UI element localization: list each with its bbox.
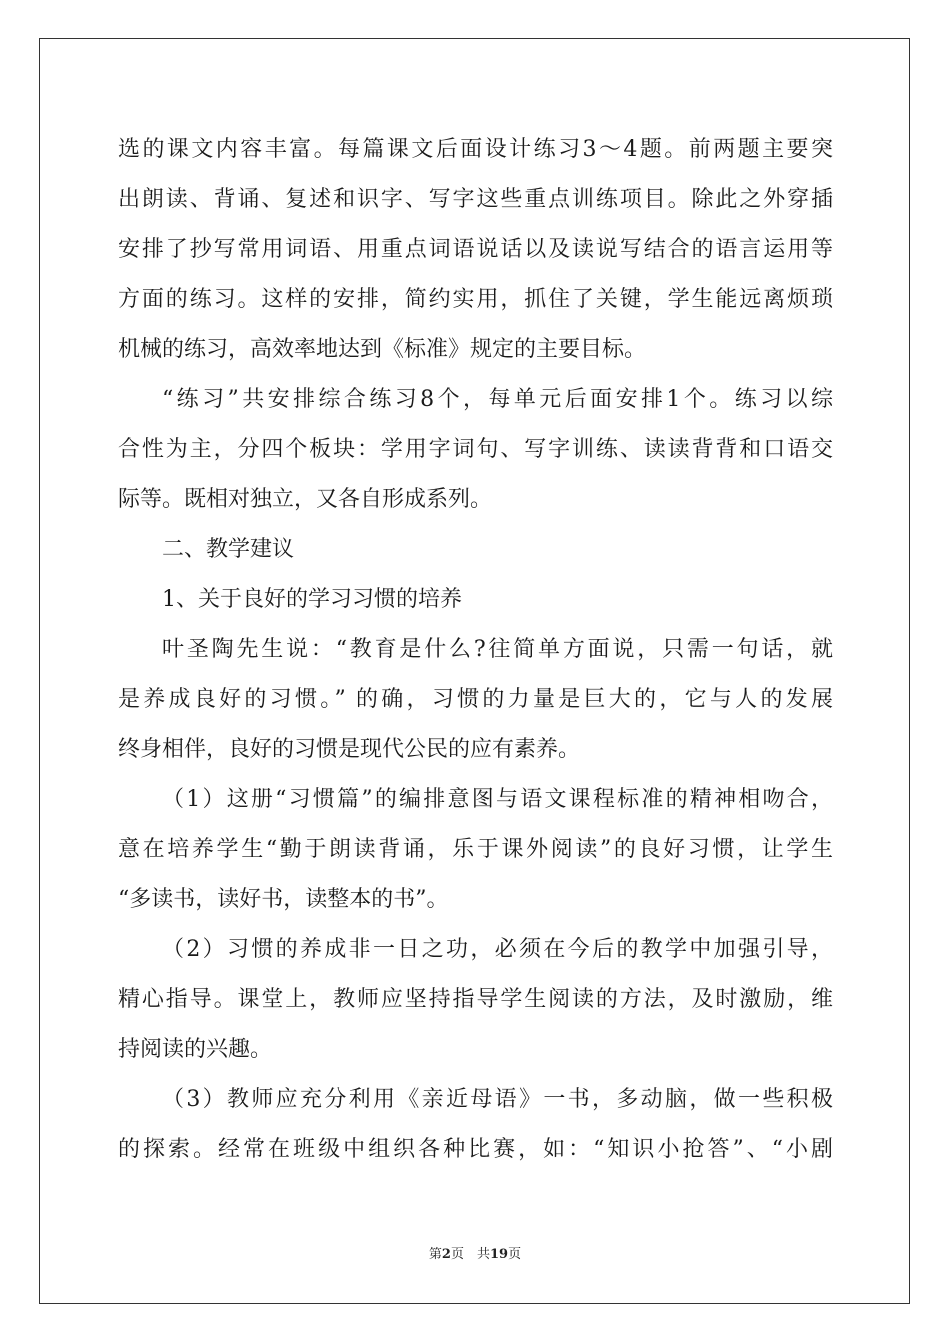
body-text-line: 是养成良好的习惯。” 的确，习惯的力量是巨大的，它与人的发展 <box>118 687 833 712</box>
body-text-line: “练习”共安排综合练习8个，每单元后面安排1个。练习以综 <box>162 387 833 412</box>
page-footer <box>0 1246 950 1264</box>
body-text-line: 叶圣陶先生说：“教育是什么?往简单方面说，只需一句话，就 <box>162 637 833 662</box>
body-text-line: 选的课文内容丰富。每篇课文后面设计练习3～4题。前两题主要突 <box>118 137 833 162</box>
body-text-line: （3）教师应充分利用《亲近母语》一书，多动脑，做一些积极 <box>162 1087 833 1112</box>
page-number-mid: 页 共 <box>450 1247 490 1262</box>
subsection-heading: 1、关于良好的学习习惯的培养 <box>162 587 462 612</box>
body-text-line: （1）这册“习惯篇”的编排意图与语文课程标准的精神相吻合， <box>162 787 833 812</box>
body-text-line: （2）习惯的养成非一日之功，必须在今后的教学中加强引导， <box>162 937 833 962</box>
body-text-line: 方面的练习。这样的安排，简约实用，抓住了关键，学生能远离烦琐 <box>118 287 833 312</box>
body-text-line: 安排了抄写常用词语、用重点词语说话以及读说写结合的语言运用等 <box>118 237 833 262</box>
body-text-line: 合性为主，分四个板块：学用字词句、写字训练、读读背背和口语交 <box>118 437 833 462</box>
body-text-line: 持阅读的兴趣。 <box>118 1037 273 1062</box>
body-text-line: 终身相伴，良好的习惯是现代公民的应有素养。 <box>118 737 581 762</box>
body-text-line: 际等。既相对独立，又各自形成系列。 <box>118 487 493 512</box>
body-text-line: 机械的练习，高效率地达到《标准》规定的主要目标。 <box>118 337 647 362</box>
page-number-suffix: 页 <box>508 1247 522 1262</box>
body-text-line: 的探索。经常在班级中组织各种比赛，如：“知识小抢答”、“小剧 <box>118 1137 833 1162</box>
page-number-current: 2 <box>441 1247 451 1262</box>
section-heading: 二、教学建议 <box>162 537 295 562</box>
body-text-line: “多读书，读好书，读整本的书”。 <box>118 887 449 912</box>
body-text-line: 意在培养学生“勤于朗读背诵，乐于课外阅读”的良好习惯，让学生 <box>118 837 833 862</box>
page-number-prefix: 第 <box>428 1247 442 1262</box>
page-number-total: 19 <box>489 1247 509 1262</box>
body-text-line: 精心指导。课堂上，教师应坚持指导学生阅读的方法，及时激励，维 <box>118 987 833 1012</box>
body-text-line: 出朗读、背诵、复述和识字、写字这些重点训练项目。除此之外穿插 <box>118 187 833 212</box>
